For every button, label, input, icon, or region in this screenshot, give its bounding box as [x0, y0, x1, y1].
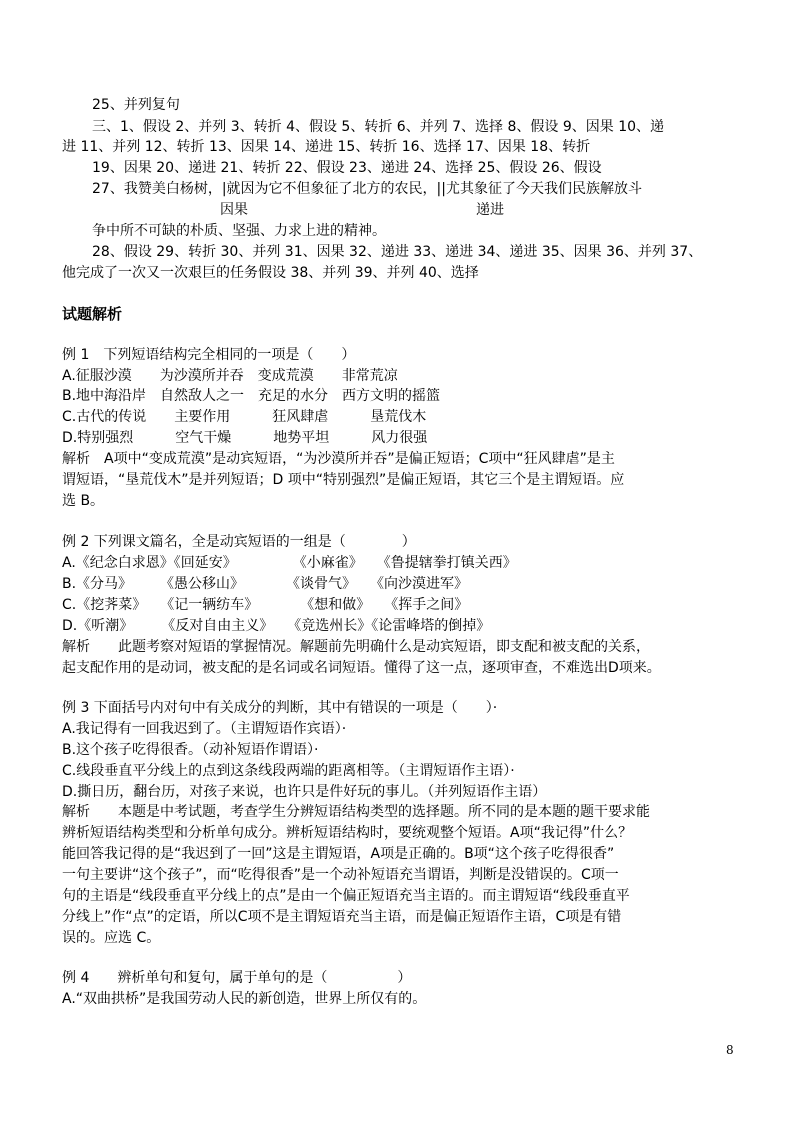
option-b: B.《分马》 《愚公移山》 《谈骨气》 《向沙漠进军》: [62, 576, 469, 592]
explanation-line: 误的。应选 C。: [62, 930, 161, 946]
option-a: A.《纪念白求恩》《回延安》 《小麻雀》 《鲁提辖拳打镇关西》: [62, 555, 517, 571]
explanation-line: 分线上”作“点”的定语，所以C项不是主谓短语充当主语，而是偏正短语作主语，C项是有错: [62, 909, 622, 925]
answer-line: 争中所不可缺的朴质、坚强、力求上进的精神。: [92, 223, 386, 239]
explanation-line: 起支配作用的是动词，被支配的是名词或名词短语。懂得了这一点，逐项审查，不难选出D项来。: [62, 660, 661, 676]
question: 例 2 下列课文篇名，全是动宾短语的一组是（ ）: [62, 534, 416, 550]
explanation-line: 解析 本题是中考试题，考查学生分辨短语结构类型的选择题。所不同的是本题的题干要求能: [62, 804, 650, 820]
answer-line: 三、1、假设 2、并列 3、转折 4、假设 5、转折 6、并列 7、选择 8、假设 9、因果 10、递: [92, 119, 665, 135]
explanation-line: 解析 此题考察对短语的掌握情况。解题前先明确什么是动宾短语，即支配和被支配的关系，: [62, 639, 650, 655]
explanation-line: 句的主语是“线段垂直平分线上的点”是由一个偏正短语充当主语的。而主谓短语“线段垂直平: [62, 888, 630, 904]
option-a: A.我记得有一回我迟到了。（主谓短语作宾语）·: [62, 721, 347, 737]
option-c: C.线段垂直平分线上的点到这条线段两端的距离相等。（主谓短语作主语）·: [62, 763, 515, 779]
option-d: D.特别强烈 空气干燥 地势平坦 风力很强: [62, 430, 428, 446]
option-a: A.征服沙漠 为沙漠所并吞 变成荒漠 非常荒凉: [62, 368, 398, 384]
question: 例 1 下列短语结构完全相同的一项是（ ）: [62, 347, 356, 363]
option-c: C.古代的传说 主要作用 狂风肆虐 垦荒伐木: [62, 409, 427, 425]
answer-line: 他完成了一次又一次艰巨的任务假设 38、并列 39、并列 40、选择: [62, 265, 479, 281]
option-b: B.这个孩子吃得很香。（动补短语作谓语）·: [62, 742, 319, 758]
option-d: D.《听潮》 《反对自由主义》 《竞选州长》《论雷峰塔的倒掉》: [62, 618, 491, 634]
explanation-line: 解析 A项中“变成荒漠”是动宾短语，“为沙漠所并吞”是偏正短语；C项中“狂风肆虐”是主: [62, 451, 615, 467]
section-title: 试题解析: [62, 305, 123, 323]
answer-line: 进 11、并列 12、转折 13、因果 14、递进 15、转折 16、选择 17、因果 18、转折: [62, 139, 591, 155]
page-number: 8: [726, 1043, 734, 1057]
question: 例 4 辨析单句和复句，属于单句的是（ ）: [62, 970, 412, 986]
explanation-line: 辨析短语结构类型和分析单句成分。辨析短语结构时，要统观整个短语。A项“我记得”什么？: [62, 825, 633, 841]
answer-annotation: 递进: [476, 202, 504, 218]
option-a: A.“双曲拱桥”是我国劳动人民的新创造，世界上所仅有的。: [62, 991, 427, 1007]
answer-line: 25、并列复句: [92, 97, 180, 113]
answer-line: 27、我赞美白杨树，|就因为它不但象征了北方的农民，||尤其象征了今天我们民族解放斗: [92, 181, 642, 197]
answer-line: 28、假设 29、转折 30、并列 31、因果 32、递进 33、递进 34、递进 35、因果 36、并列 37、: [92, 244, 703, 260]
option-d: D.撕日历，翻台历，对孩子来说，也许只是件好玩的事儿。（并列短语作主语）: [62, 784, 547, 800]
option-b: B.地中海沿岸 自然敌人之一 充足的水分 西方文明的摇篮: [62, 388, 441, 404]
explanation-line: 选 B。: [62, 493, 105, 509]
answer-line: 19、因果 20、递进 21、转折 22、假设 23、递进 24、选择 25、假设 26、假设: [92, 160, 602, 176]
question: 例 3 下面括号内对句中有关成分的判断，其中有错误的一项是（ ）·: [62, 700, 498, 716]
explanation-line: 谓短语，“垦荒伐木”是并列短语；D 项中“特别强烈”是偏正短语，其它三个是主谓短语。应: [62, 472, 625, 488]
answer-annotation: 因果: [220, 202, 248, 218]
explanation-line: 能回答我记得的是“我迟到了一回”这是主谓短语，A项是正确的。B项“这个孩子吃得很香”: [62, 846, 615, 862]
option-c: C.《挖荠菜》 《记一辆纺车》 《想和做》 《挥手之间》: [62, 597, 469, 613]
explanation-line: 一句主要讲“这个孩子”，而“吃得很香”是一个动补短语充当谓语，判断是没错误的。C项一: [62, 867, 619, 883]
